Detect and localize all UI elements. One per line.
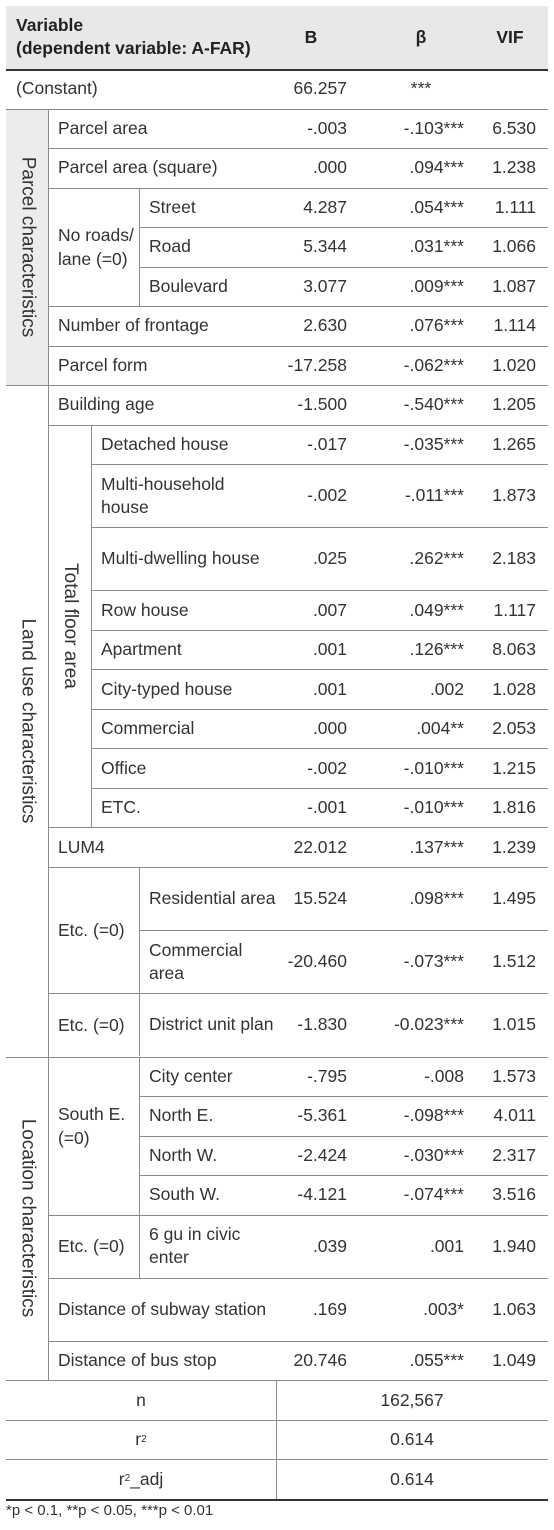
row-beta: -.008	[424, 1065, 464, 1086]
row-label: Road	[149, 236, 191, 257]
row-divider	[91, 527, 548, 528]
row-divider	[139, 1136, 548, 1137]
row-beta: .094***	[409, 157, 464, 178]
row-beta: -.074***	[403, 1184, 464, 1205]
row-divider	[48, 346, 548, 347]
row-b: -4.121	[297, 1184, 347, 1205]
stat-label: r 2	[135, 1429, 147, 1450]
header-variable-line2: (dependent variable: A-FAR)	[16, 38, 251, 58]
row-beta: .126***	[409, 639, 464, 660]
stat-label-text: r	[118, 1468, 125, 1489]
row-divider	[91, 464, 548, 465]
row-b: 22.012	[293, 836, 347, 857]
group-etc-gu: Etc. (=0)	[58, 1236, 125, 1257]
row-vif: 1.205	[492, 394, 536, 415]
group-etc-plan: Etc. (=0)	[58, 1014, 125, 1035]
row-vif: 6.530	[492, 117, 536, 138]
row-b: -.001	[307, 797, 347, 818]
row-beta: -0.023***	[393, 1014, 464, 1035]
stat-value: 0.614	[390, 1468, 434, 1489]
header-variable	[16, 6, 281, 69]
row-b: -.002	[307, 757, 347, 778]
row-label: 6 gu in civic enter	[149, 1224, 241, 1268]
column-divider	[139, 1057, 140, 1215]
row-divider	[48, 827, 548, 828]
row-beta: .054***	[409, 196, 464, 217]
row-b: -5.361	[297, 1105, 347, 1126]
category-location-text: Location characteristics	[17, 1119, 39, 1318]
row-b: 15.524	[293, 887, 347, 908]
row-vif: 1.238	[492, 157, 536, 178]
stat-value: 0.614	[390, 1429, 434, 1450]
row-vif: 1.111	[494, 196, 536, 217]
row-divider	[139, 227, 548, 228]
row-b: -1.830	[297, 1014, 347, 1035]
row-b: -1.500	[297, 394, 347, 415]
constant-beta: ***	[410, 78, 432, 99]
row-label: Parcel form	[58, 354, 148, 375]
row-beta: .098***	[409, 887, 464, 908]
row-divider	[91, 748, 548, 749]
row-label: Street	[149, 196, 196, 217]
row-beta: -.010***	[403, 797, 464, 818]
row-b: .169	[312, 1298, 347, 1319]
stat-label-text: n	[136, 1389, 146, 1410]
row-vif: 1.020	[492, 354, 536, 375]
row-divider	[91, 630, 548, 631]
row-label: Detached house	[101, 433, 229, 454]
row-beta: .002	[429, 678, 464, 699]
column-divider	[48, 109, 49, 386]
row-divider	[139, 1175, 548, 1176]
row-b: .025	[312, 548, 347, 569]
row-label: Commercial	[101, 718, 195, 739]
row-beta: .055***	[409, 1350, 464, 1371]
row-label: Distance of subway station	[58, 1298, 267, 1319]
row-vif: 1.049	[492, 1350, 536, 1371]
row-divider	[48, 425, 548, 426]
header-beta: β	[415, 27, 427, 47]
row-b: 20.746	[293, 1350, 347, 1371]
row-b: .039	[312, 1235, 347, 1256]
stat-label-text: r	[135, 1429, 142, 1450]
row-beta: -.103***	[403, 117, 464, 138]
row-b: 4.287	[303, 196, 347, 217]
row-label: Apartment	[101, 639, 182, 660]
row-vif: 1.117	[493, 599, 536, 620]
row-divider	[139, 267, 548, 268]
category-total-floor-area-text: Total floor area	[59, 563, 81, 689]
header-variable-line1: Variable	[16, 15, 84, 35]
row-label: Residential area	[149, 887, 276, 908]
row-b: -.017	[307, 433, 347, 454]
row-divider	[139, 930, 548, 931]
row-vif: 2.183	[492, 548, 536, 569]
stat-label-suffix: _adj	[130, 1468, 164, 1489]
category-parcel-text: Parcel characteristics	[17, 156, 38, 338]
group-etc-zone: Etc. (=0)	[58, 920, 125, 941]
row-label: LUM4	[58, 836, 105, 857]
row-label: Multi-dwelling house	[101, 548, 260, 569]
row-beta: -.098***	[403, 1105, 464, 1126]
row-b: 2.630	[303, 315, 347, 336]
row-divider	[139, 1096, 548, 1097]
row-b: 5.344	[303, 236, 347, 257]
row-vif: 1.495	[492, 887, 536, 908]
row-label: South W.	[149, 1184, 221, 1205]
row-label: District unit plan	[149, 1014, 274, 1035]
constant-b: 66.257	[293, 78, 347, 99]
row-vif: 1.265	[492, 433, 536, 454]
column-divider	[48, 1057, 49, 1381]
row-b: 3.077	[303, 275, 347, 296]
row-b: -2.424	[297, 1144, 347, 1165]
category-location	[6, 1057, 48, 1381]
row-vif: 1.087	[492, 275, 536, 296]
row-b: -17.258	[287, 354, 347, 375]
row-b: -.003	[307, 117, 347, 138]
row-beta: .137***	[409, 836, 464, 857]
row-label: City-typed house	[101, 678, 233, 699]
row-beta: -.030***	[403, 1144, 464, 1165]
row-vif: 1.066	[492, 236, 536, 257]
header-b: B	[304, 27, 318, 47]
stat-label: r 2 _adj	[118, 1468, 164, 1489]
category-total-floor-area	[48, 425, 91, 828]
row-beta: -.062***	[403, 354, 464, 375]
row-vif: 1.114	[493, 315, 536, 336]
row-divider	[6, 1057, 548, 1058]
row-divider	[48, 306, 548, 307]
row-vif: 2.053	[492, 718, 536, 739]
group-south-e: South E. (=0)	[58, 1103, 126, 1148]
row-label: ETC.	[101, 797, 141, 818]
row-divider	[6, 1499, 548, 1501]
row-label: Row house	[101, 599, 189, 620]
category-land-use-text: Land use characteristics	[17, 618, 39, 824]
column-divider	[139, 1215, 140, 1278]
stat-value: 162,567	[380, 1389, 444, 1410]
row-beta: .009***	[409, 275, 464, 296]
row-label: Commercial area	[149, 939, 243, 983]
row-vif: 8.063	[492, 639, 536, 660]
row-vif: 1.873	[492, 485, 536, 506]
group-no-roads: No roads/ lane (=0)	[58, 224, 134, 269]
constant-label: (Constant)	[16, 78, 98, 99]
row-beta: .004**	[416, 718, 464, 739]
row-vif: 1.512	[492, 951, 536, 972]
row-label: North E.	[149, 1105, 214, 1126]
category-land-use	[6, 385, 48, 1057]
row-vif: 1.015	[492, 1014, 536, 1035]
row-label: Parcel area (square)	[58, 157, 218, 178]
category-parcel	[6, 109, 48, 386]
row-vif: 1.239	[492, 836, 536, 857]
row-b: -.002	[307, 485, 347, 506]
row-label: Boulevard	[149, 275, 228, 296]
row-divider	[91, 709, 548, 710]
row-vif: 1.215	[492, 757, 536, 778]
row-vif: 1.063	[492, 1298, 536, 1319]
row-label: Distance of bus stop	[58, 1350, 217, 1371]
column-divider	[139, 188, 140, 307]
row-beta: -.010***	[403, 757, 464, 778]
row-vif: 1.028	[492, 678, 536, 699]
row-vif: 1.573	[492, 1065, 536, 1086]
row-divider	[91, 788, 548, 789]
header-vif: VIF	[496, 27, 524, 47]
row-vif: 1.940	[492, 1235, 536, 1256]
column-divider	[91, 425, 92, 828]
row-beta: .262***	[409, 548, 464, 569]
column-divider	[139, 867, 140, 1057]
row-b: .000	[312, 718, 347, 739]
row-beta: -.035***	[403, 433, 464, 454]
row-label: North W.	[149, 1144, 218, 1165]
row-b: .000	[312, 157, 347, 178]
row-divider	[48, 1278, 548, 1279]
stat-label	[6, 1380, 276, 1420]
row-beta: -.540***	[403, 394, 464, 415]
row-divider	[91, 590, 548, 591]
row-divider	[91, 669, 548, 670]
row-beta: -.073***	[403, 951, 464, 972]
row-b: -.795	[307, 1065, 347, 1086]
row-b: .001	[312, 678, 347, 699]
row-vif: 4.011	[493, 1105, 536, 1126]
row-beta: .049***	[409, 599, 464, 620]
row-beta: -.011***	[404, 485, 464, 506]
row-label: Office	[101, 757, 147, 778]
row-divider	[6, 385, 548, 386]
row-label: Parcel area	[58, 117, 148, 138]
row-beta: .031***	[409, 236, 464, 257]
row-beta: .076***	[409, 315, 464, 336]
significance-note: *p < 0.1, **p < 0.05, ***p < 0.01	[6, 1502, 214, 1519]
row-label: Number of frontage	[58, 315, 209, 336]
row-vif: 1.816	[492, 797, 536, 818]
row-b: .007	[312, 599, 347, 620]
column-divider	[276, 1380, 277, 1499]
row-label: City center	[149, 1065, 233, 1086]
regression-table	[6, 6, 548, 1489]
row-beta: .001	[429, 1235, 464, 1256]
row-vif: 3.516	[492, 1184, 536, 1205]
row-b: .001	[312, 639, 347, 660]
row-divider	[48, 1341, 548, 1342]
row-b: -20.460	[287, 951, 347, 972]
row-vif: 2.317	[492, 1144, 536, 1165]
row-beta: .003*	[423, 1298, 464, 1319]
row-divider	[48, 148, 548, 149]
row-label: Building age	[58, 394, 155, 415]
row-label: Multi-household house	[101, 473, 225, 517]
